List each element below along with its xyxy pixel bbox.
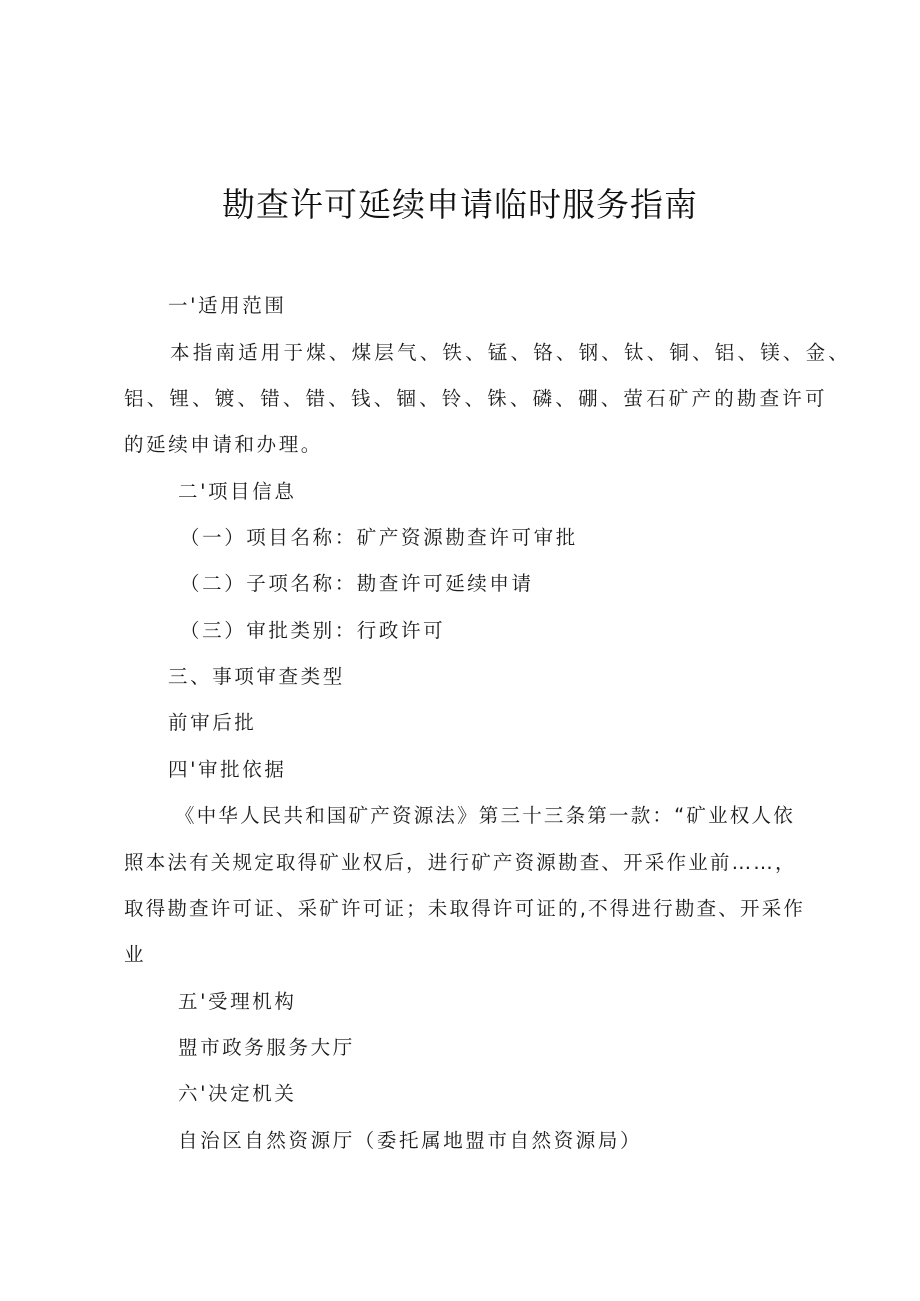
section-heading-project-info: 二'项目信息	[178, 480, 297, 503]
section-heading-accepting-agency: 五'受理机构	[178, 990, 297, 1013]
document-title: 勘查许可延续申请临时服务指南	[222, 185, 698, 224]
scope-body-line-2: 铝、锂、镀、错、错、钱、锢、铃、铢、磷、硼、萤石矿产的勘查许可	[124, 387, 828, 410]
legal-basis-line-1: 《中华人民共和国矿产资源法》第三十三条第一款：“矿业权人依	[175, 804, 795, 827]
project-info-item-2: （二）子项名称：勘查许可延续申请	[180, 572, 534, 595]
section-heading-review-type: 三、事项审查类型	[168, 665, 345, 688]
section-heading-decision-authority: 六'决定机关	[178, 1082, 297, 1105]
review-type-body: 前审后批	[168, 711, 257, 734]
section-heading-scope: 一'适用范围	[168, 294, 287, 317]
accepting-agency-body: 盟市政务服务大厅	[178, 1036, 355, 1059]
scope-body-line-3: 的延续申请和办理。	[124, 433, 323, 456]
scope-body-line-1: 本指南适用于煤、煤层气、铁、锰、铬、钢、钛、铜、铝、镁、金、	[170, 341, 852, 364]
decision-authority-body: 自治区自然资源厅（委托属地盟市自然资源局）	[178, 1129, 643, 1152]
section-heading-legal-basis: 四'审批依据	[168, 758, 287, 781]
legal-basis-line-2: 照本法有关规定取得矿业权后，进行矿产资源勘查、开采作业前……，	[124, 851, 797, 874]
legal-basis-line-4: 业	[124, 943, 147, 966]
project-info-item-1: （一）项目名称：矿产资源勘查许可审批	[180, 526, 578, 549]
legal-basis-line-3: 取得勘查许可证、采矿许可证；未取得许可证的,不得进行勘查、开采作	[124, 897, 806, 920]
project-info-item-3: （三）审批类别：行政许可	[180, 619, 446, 642]
